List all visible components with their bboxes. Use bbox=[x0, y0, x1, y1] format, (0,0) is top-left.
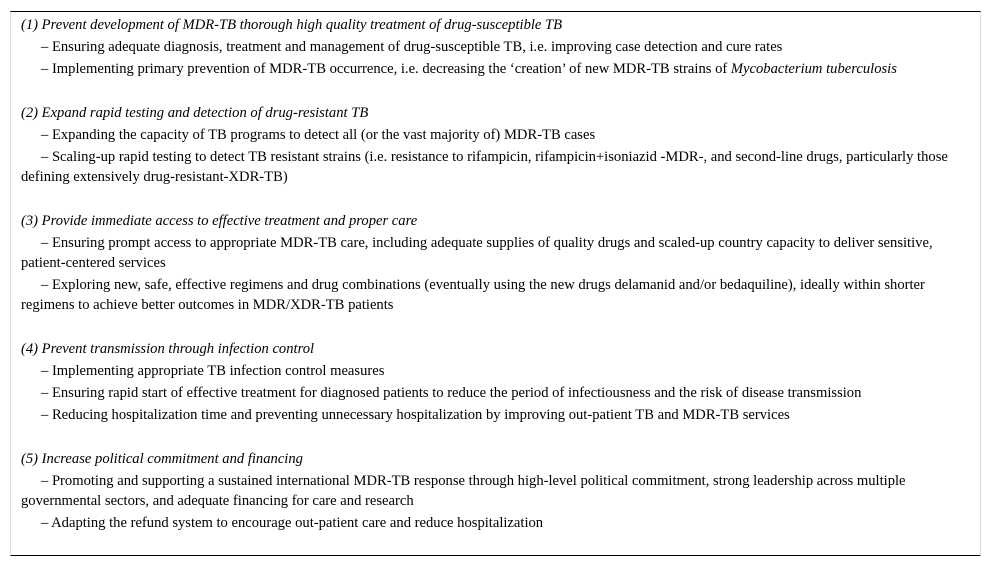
bullet-item: – Exploring new, safe, effective regimens and drug combinations (eventually using the new drugs delamanid and/or bedaquiline), ideally within shorter regimens to achieve better outcomes in MDR/XDR-TB patients bbox=[21, 277, 925, 313]
bullet-item: – Reducing hospitalization time and preventing unnecessary hospitalization by improving out-patient TB and MDR-TB services bbox=[41, 407, 790, 423]
bullet-item: – Ensuring rapid start of effective treatment for diagnosed patients to reduce the period of infectiousness and the risk of disease transmission bbox=[41, 385, 862, 401]
bullet-text: – Implementing primary prevention of MDR-TB occurrence, i.e. decreasing the ‘creation’ of new MDR-TB strains of bbox=[41, 61, 731, 77]
table-content bbox=[21, 15, 961, 535]
section-title: (1) Prevent development of MDR-TB thorough high quality treatment of drug-susceptible TB bbox=[21, 17, 563, 33]
section-2 bbox=[21, 103, 961, 187]
section-4 bbox=[21, 339, 961, 425]
section-title: (3) Provide immediate access to effective treatment and proper care bbox=[21, 213, 418, 229]
bullet-item bbox=[21, 59, 961, 79]
bullet-item: – Expanding the capacity of TB programs to detect all (or the vast majority of) MDR-TB cases bbox=[41, 127, 596, 143]
section-5 bbox=[21, 449, 961, 533]
bullet-item: – Ensuring prompt access to appropriate MDR-TB care, including adequate supplies of quality drugs and scaled-up country capacity to deliver sensitive, patient-centered services bbox=[21, 235, 933, 271]
section-title: (5) Increase political commitment and financing bbox=[21, 451, 303, 467]
section-title: (4) Prevent transmission through infection control bbox=[21, 341, 315, 357]
bullet-item: – Scaling-up rapid testing to detect TB resistant strains (i.e. resistance to rifampicin, rifampicin+isoniazid -MDR-, and second-line drugs, particularly those defining extensively drug-resistant-XDR-TB) bbox=[21, 149, 948, 185]
bullet-italic-text: Mycobacterium tuberculosis bbox=[730, 61, 897, 77]
table-frame bbox=[10, 11, 981, 556]
bullet-item: – Implementing appropriate TB infection control measures bbox=[41, 363, 385, 379]
section-3 bbox=[21, 211, 961, 315]
bullet-item: – Adapting the refund system to encourage out-patient care and reduce hospitalization bbox=[41, 515, 544, 531]
bullet-item: – Ensuring adequate diagnosis, treatment and management of drug-susceptible TB, i.e. improving case detection and cure rates bbox=[41, 39, 783, 55]
bullet-item: – Promoting and supporting a sustained international MDR-TB response through high-level political commitment, strong leadership across multiple governmental sectors, and adequate financing for care and research bbox=[21, 473, 906, 509]
section-1 bbox=[21, 15, 961, 79]
section-title: (2) Expand rapid testing and detection of drug-resistant TB bbox=[21, 105, 369, 121]
